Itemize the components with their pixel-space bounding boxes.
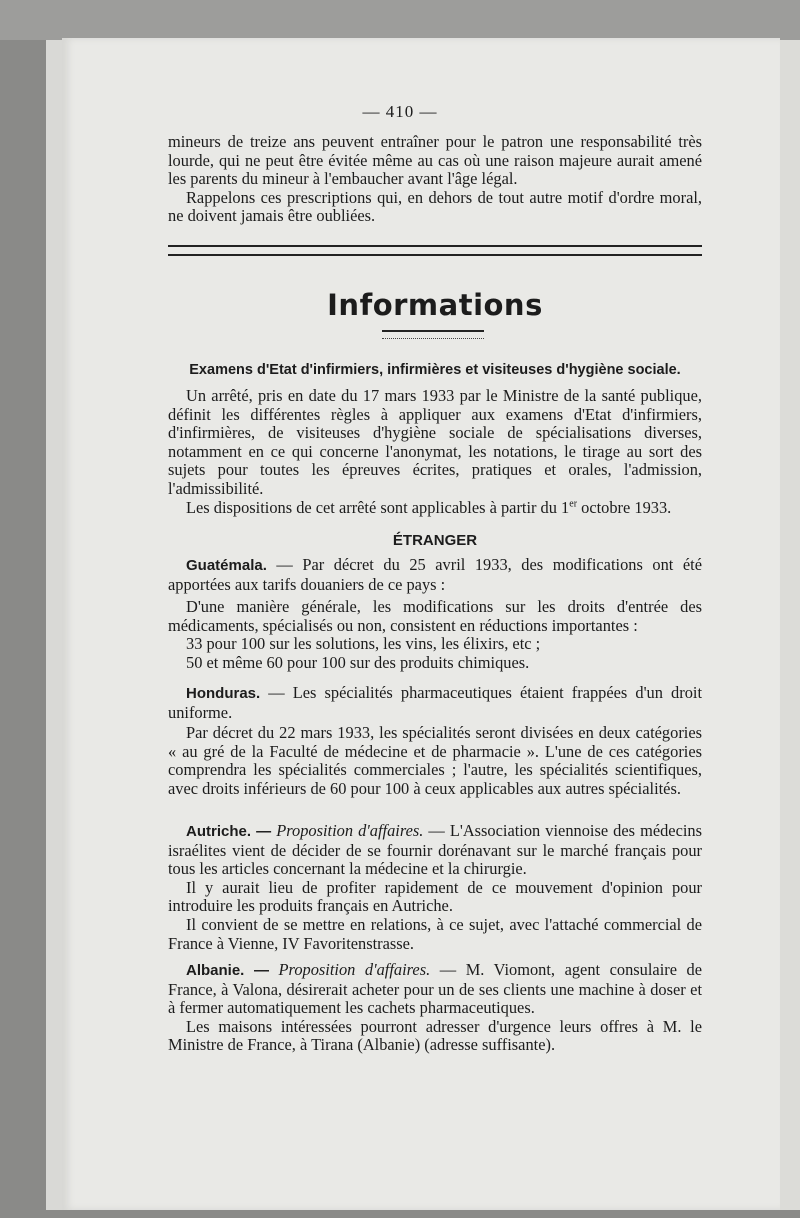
honduras-section: [168, 684, 702, 799]
intro-paragraph-2: Rappelons ces prescriptions qui, en dehors de tout autre motif d'ordre moral, ne doivent jamais être oubliées.: [168, 187, 702, 226]
autriche-paragraph-3: Il convient de se mettre en relations, à ce sujet, avec l'attaché commercial de France à Vienne, IV Favoritenstrasse.: [168, 914, 702, 953]
intro-paragraph-1: mineurs de treize ans peuvent entraîner pour le patron une responsabilité très lourde, qui ne peut être évitée même au cas où une raison majeure aurait amené les parents du mineur à l'embaucher avant l'âge légal.: [168, 132, 702, 189]
guatemala-line-4: 50 et même 60 pour 100 sur des produits chimiques.: [186, 652, 530, 672]
country-honduras: Honduras.: [186, 685, 261, 702]
guatemala-section: [168, 556, 702, 673]
title-ornament-rule: [382, 330, 484, 339]
honduras-paragraph-1: Honduras. — Les spécialités pharmaceutiques étaient frappées d'un droit uniforme.: [168, 683, 702, 722]
section-title: Informations: [327, 288, 543, 322]
examens-paragraph-2: Les dispositions de cet arrêté sont applicables à partir du 1er octobre 1933.: [186, 497, 672, 517]
examens-heading: Examens d'Etat d'infirmiers, infirmières et visiteuses d'hygiène sociale.: [189, 362, 681, 378]
albanie-section: [168, 961, 702, 1055]
autriche-paragraph-1: Autriche. — Proposition d'affaires. — L'Association viennoise des médecins israélites vient de décider de se fournir dorénavant sur le marché français pour tous les articles concernant la médecine et la chirurgie.: [168, 821, 702, 879]
divider-rule-2: [168, 254, 702, 256]
divider-rule-1: [168, 245, 702, 247]
examens-section: [168, 387, 702, 517]
country-guatemala: Guatémala.: [186, 557, 267, 574]
etranger-heading: ÉTRANGER: [392, 532, 478, 549]
country-albanie: Albanie. —: [186, 962, 269, 979]
page-number: — 410 —: [362, 102, 438, 121]
honduras-paragraph-2: Par décret du 22 mars 1933, les spécialités seront divisées en deux catégories « au gré de la Faculté de médecine et de pharmacie ». L'une de ces catégories comprendra les spécialités commerciales ; l'autre, les spécialités scientifiques, avec droits inférieurs de 60 pour 100 à ceux applicables aux autres spécialités.: [168, 723, 702, 798]
guatemala-paragraph-1: Guatémala. — Par décret du 25 avril 1933, des modifications ont été apportées aux tarifs douaniers de ce pays :: [168, 555, 702, 594]
autriche-paragraph-2: Il y aurait lieu de profiter rapidement de ce mouvement d'opinion pour introduire les produits français en Autriche.: [168, 877, 702, 916]
albanie-paragraph-2: Les maisons intéressées pourront adresser d'urgence leurs offres à M. le Ministre de France, à Tirana (Albanie) (adresse suffisante).: [168, 1016, 702, 1055]
next-page-edge: [780, 40, 800, 1210]
autriche-section: [168, 822, 702, 953]
examens-paragraph-1: Un arrêté, pris en date du 17 mars 1933 par le Ministre de la santé publique, définit les différentes règles à appliquer aux examens d'Etat d'infirmiers, d'infirmières, de visiteuses d'hygiène sociale de spécialisations diverses, notamment en ce qui concerne l'anonymat, les notations, le tirage au sort des sujets pour toutes les épreuves écrites, pratiques et orales, l'admission, l'admissibilité.: [168, 386, 702, 498]
albanie-paragraph-1: Albanie. — Proposition d'affaires. — M. Viomont, agent consulaire de France, à Valona, désirerait acheter pour un de ses clients une machine à doser et à fermer automatiquement les cachets pharmaceutiques.: [168, 960, 703, 1018]
guatemala-paragraph-2: D'une manière générale, les modifications sur les droits d'entrée des médicaments, spécialisés ou non, consistent en réductions importantes :: [168, 597, 702, 635]
scan-background-top: [0, 0, 800, 40]
guatemala-line-3: 33 pour 100 sur les solutions, les vins, les élixirs, etc ;: [186, 634, 541, 654]
intro-section: [168, 133, 702, 226]
country-autriche: Autriche. —: [186, 823, 272, 840]
